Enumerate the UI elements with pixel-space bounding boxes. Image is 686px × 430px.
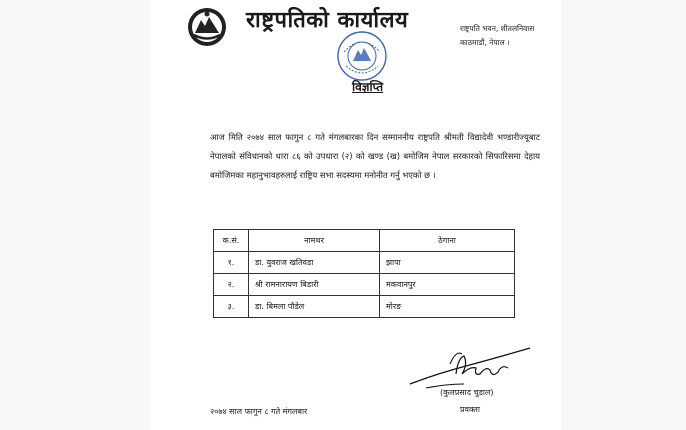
cell-address: झापा: [380, 252, 515, 274]
table-row: [214, 274, 515, 296]
office-seal-stamp: [336, 30, 388, 82]
nominees-table: [213, 229, 515, 318]
cell-serial: १.: [214, 252, 249, 274]
office-title: राष्ट्रपतिको कार्यालय: [246, 7, 409, 33]
cell-serial: ३.: [214, 296, 249, 318]
nepal-emblem-icon: [186, 6, 228, 48]
signer-name: (कुलप्रसाद चुडाल): [440, 388, 494, 397]
issue-date: २०७४ साल फागुन ८ गते मंगलबार: [210, 407, 308, 416]
cell-address: मोरङ: [380, 296, 515, 318]
table-row: [214, 252, 515, 274]
right-margin: [561, 0, 686, 430]
notice-title: विज्ञप्ति: [352, 80, 384, 94]
address-line-2: काठमाडौं, नेपाल ।: [460, 38, 510, 47]
header-name: नामथर: [249, 230, 380, 252]
cell-serial: २.: [214, 274, 249, 296]
cell-name: डा. युवराज खतिवडा: [249, 252, 380, 274]
table-row: [214, 296, 515, 318]
signer-role: प्रवक्ता: [460, 405, 480, 414]
left-margin: [0, 0, 150, 430]
header-serial: क.सं.: [214, 230, 249, 252]
cell-address: मकवानपुर: [380, 274, 515, 296]
cell-name: श्री रामनारायण बिडारी: [249, 274, 380, 296]
cell-name: डा. बिमला पौडेल: [249, 296, 380, 318]
notice-body: आज मिति २०७४ साल फागुन ८ गते मंगलबारका दिन सम्माननीय राष्ट्रपति श्रीमती विद्यादेवी भण्डारीज्यूबाट नेपालको संविधानको धारा ८६ को उपधारा (२) को खण्ड (ख) बमोजिम नेपाल सरकारको सिफारिसमा देहाय बमोजिमका महानुभावहरुलाई राष्ट्रिय सभा सदस्यमा मनोनीत गर्नु भएको छ ।: [210, 132, 540, 180]
handwritten-signature: [406, 344, 534, 392]
office-address: [460, 22, 534, 50]
address-line-1: राष्ट्रपति भवन, शीतलनिवास: [460, 24, 535, 33]
table-header-row: [214, 230, 515, 252]
header-address: ठेगाना: [380, 230, 515, 252]
